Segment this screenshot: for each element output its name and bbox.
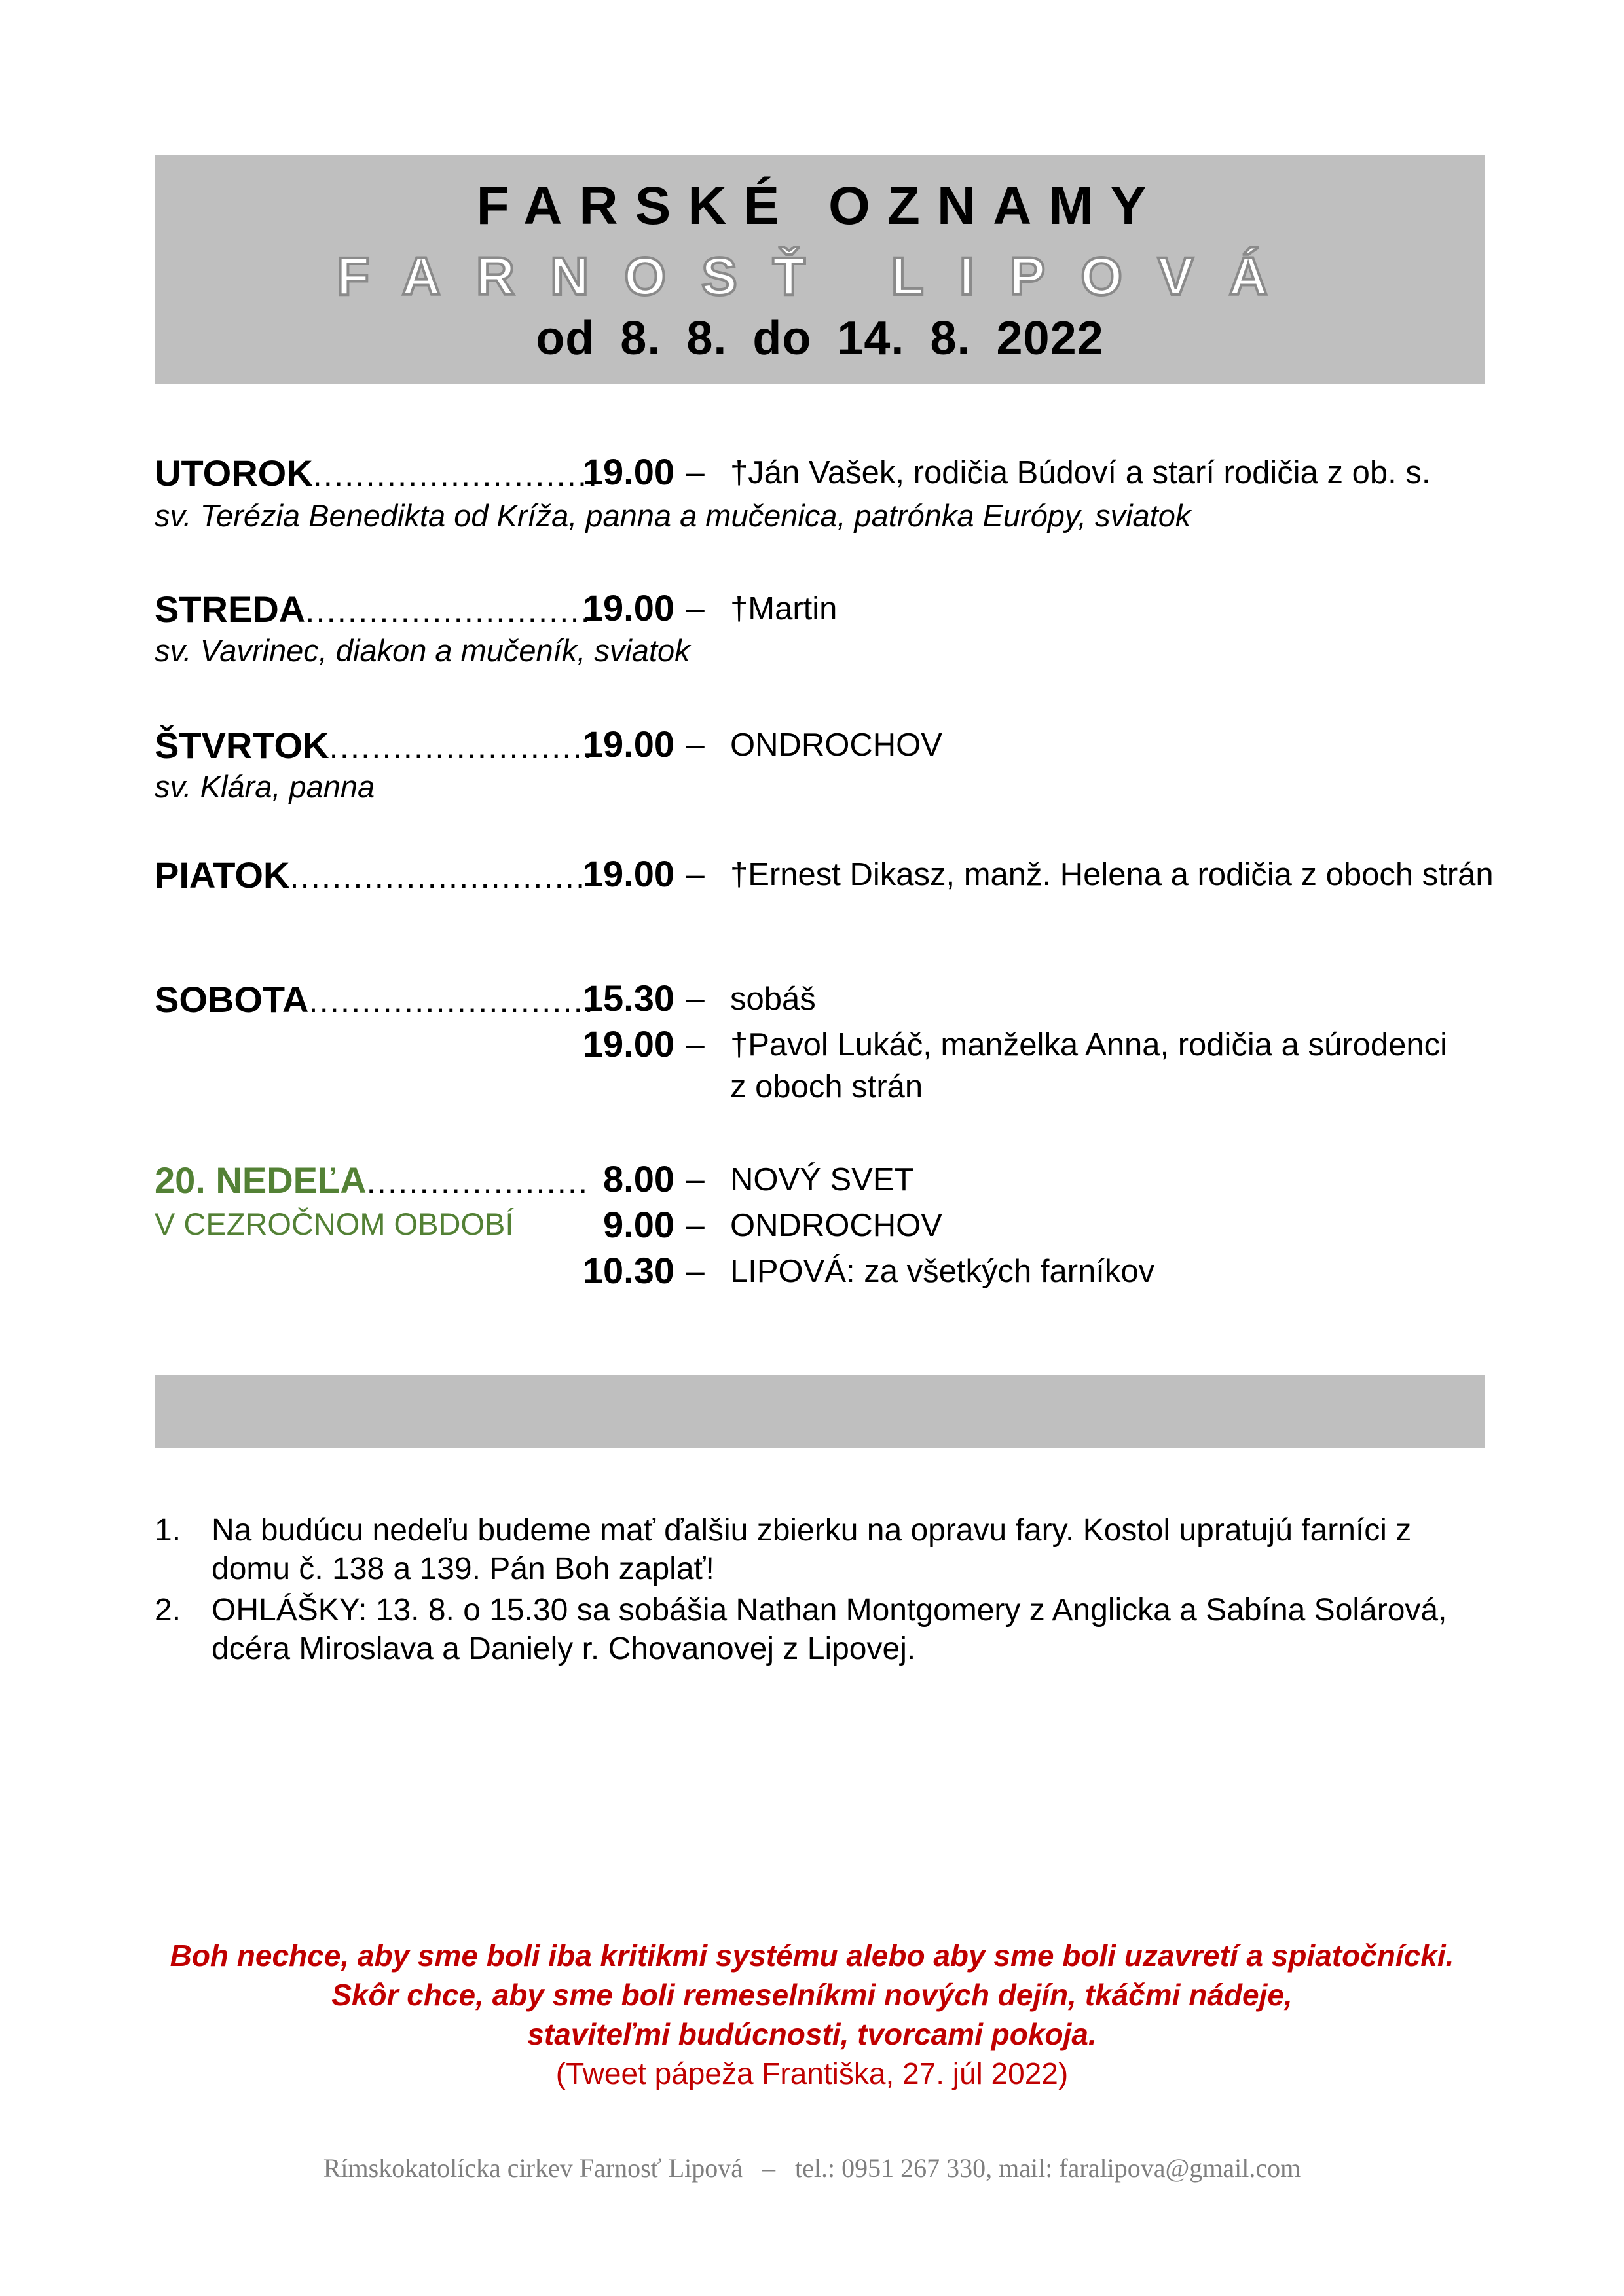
page-title: FARSKÉ OZNAMY — [476, 176, 1164, 236]
dash: – — [686, 590, 705, 627]
day-row-sobota — [155, 978, 595, 1021]
mass-time: 19.00 — [582, 1023, 674, 1065]
date-range: od 8. 8. do 14. 8. 2022 — [536, 312, 1104, 365]
dash: – — [686, 1161, 705, 1197]
mass-time: 19.00 — [582, 853, 674, 894]
quote-line: staviteľmi budúcnosti, tvorcami pokoja. — [527, 2017, 1097, 2051]
day-name: PIATOK — [155, 854, 290, 896]
leader-dots: ..................... — [366, 1163, 589, 1200]
day-row-piatok — [155, 854, 586, 896]
quote-line: Skôr chce, aby sme boli remeselníkmi nových dejín, tkáčmi nádeje, — [331, 1978, 1293, 2012]
mass-time: 9.00 — [603, 1204, 674, 1245]
notice-text: OHLÁŠKY: 13. 8. o 15.30 sa sobášia Nathan Montgomery z Anglicka a Sabína Solárová, dcéra Miroslava a Daniely r. Chovanovej z Lipovej. — [212, 1593, 1447, 1666]
dash: – — [686, 980, 705, 1017]
day-name: UTOROK — [155, 452, 313, 494]
notice-number: 2. — [155, 1593, 181, 1628]
dash: – — [686, 454, 705, 490]
day-name: SOBOTA — [155, 979, 309, 1020]
mass-intention-continued: z oboch strán — [730, 1069, 923, 1104]
notice-item — [155, 1591, 1490, 1669]
day-row-streda — [155, 588, 591, 630]
leader-dots: ......................... — [329, 728, 594, 765]
mass-intention: ONDROCHOV — [730, 1208, 942, 1243]
mass-time: 19.00 — [582, 587, 674, 629]
feast-label: sv. Terézia Benedikta od Kríža, panna a mučenica, patrónka Európy, sviatok — [155, 498, 1191, 533]
day-name: STREDA — [155, 589, 306, 630]
notice-number: 1. — [155, 1513, 181, 1548]
header-band — [155, 155, 1485, 384]
mass-time: 10.30 — [582, 1250, 674, 1291]
quote-line: Boh nechce, aby sme boli iba kritikmi systému alebo aby sme boli uzavretí a spiatočnícki. — [170, 1939, 1454, 1973]
section-divider-band — [155, 1375, 1485, 1448]
day-name: ŠTVRTOK — [155, 725, 329, 766]
leader-dots: ............................ — [289, 858, 587, 895]
mass-time: 8.00 — [603, 1158, 674, 1199]
mass-time: 19.00 — [582, 723, 674, 765]
mass-time: 19.00 — [582, 451, 674, 492]
mass-time: 15.30 — [582, 977, 674, 1019]
liturgical-period: V CEZROČNOM OBDOBÍ — [155, 1207, 514, 1241]
leader-dots: ........................... — [308, 982, 595, 1019]
mass-intention: LIPOVÁ: za všetkých farníkov — [730, 1254, 1155, 1289]
mass-intention: †Ernest Dikasz, manž. Helena a rodičia z oboch strán — [730, 857, 1494, 892]
notice-text: Na budúcu nedeľu budeme mať ďalšiu zbierku na opravu fary. Kostol upratujú farníci z domu č. 138 a 139. Pán Boh zaplať! — [212, 1513, 1412, 1586]
dash: – — [686, 1026, 705, 1063]
mass-intention: †Pavol Lukáč, manželka Anna, rodičia a súrodenci — [730, 1027, 1447, 1063]
dash: – — [686, 856, 705, 892]
day-row-utorok — [155, 452, 599, 494]
dash: – — [686, 726, 705, 763]
feast-label: sv. Klára, panna — [155, 769, 375, 804]
dash: – — [686, 1207, 705, 1243]
feast-label: sv. Vavrinec, diakon a mučeník, sviatok — [155, 633, 690, 668]
mass-intention: †Martin — [730, 591, 838, 627]
day-row-nedela — [155, 1159, 589, 1201]
mass-intention: ONDROCHOV — [730, 727, 942, 763]
day-name: 20. NEDEĽA — [155, 1159, 367, 1201]
quote-source: (Tweet pápeža Františka, 27. júl 2022) — [555, 2056, 1069, 2090]
mass-intention: NOVÝ SVET — [730, 1162, 914, 1197]
parish-name: FARNOSŤ LIPOVÁ — [337, 247, 1303, 306]
footer-contact: Rímskokatolícka cirkev Farnosť Lipová – tel.: 0951 267 330, mail: faralipova@gmail.com — [323, 2153, 1301, 2183]
leader-dots: ........................... — [305, 592, 591, 629]
mass-intention: sobáš — [730, 981, 816, 1017]
dash: – — [686, 1252, 705, 1289]
leader-dots: ........................... — [312, 456, 599, 493]
day-row-stvrtok — [155, 724, 594, 767]
mass-intention: †Ján Vašek, rodičia Búdoví a starí rodičia z ob. s. — [730, 455, 1431, 490]
notice-item — [155, 1511, 1490, 1590]
